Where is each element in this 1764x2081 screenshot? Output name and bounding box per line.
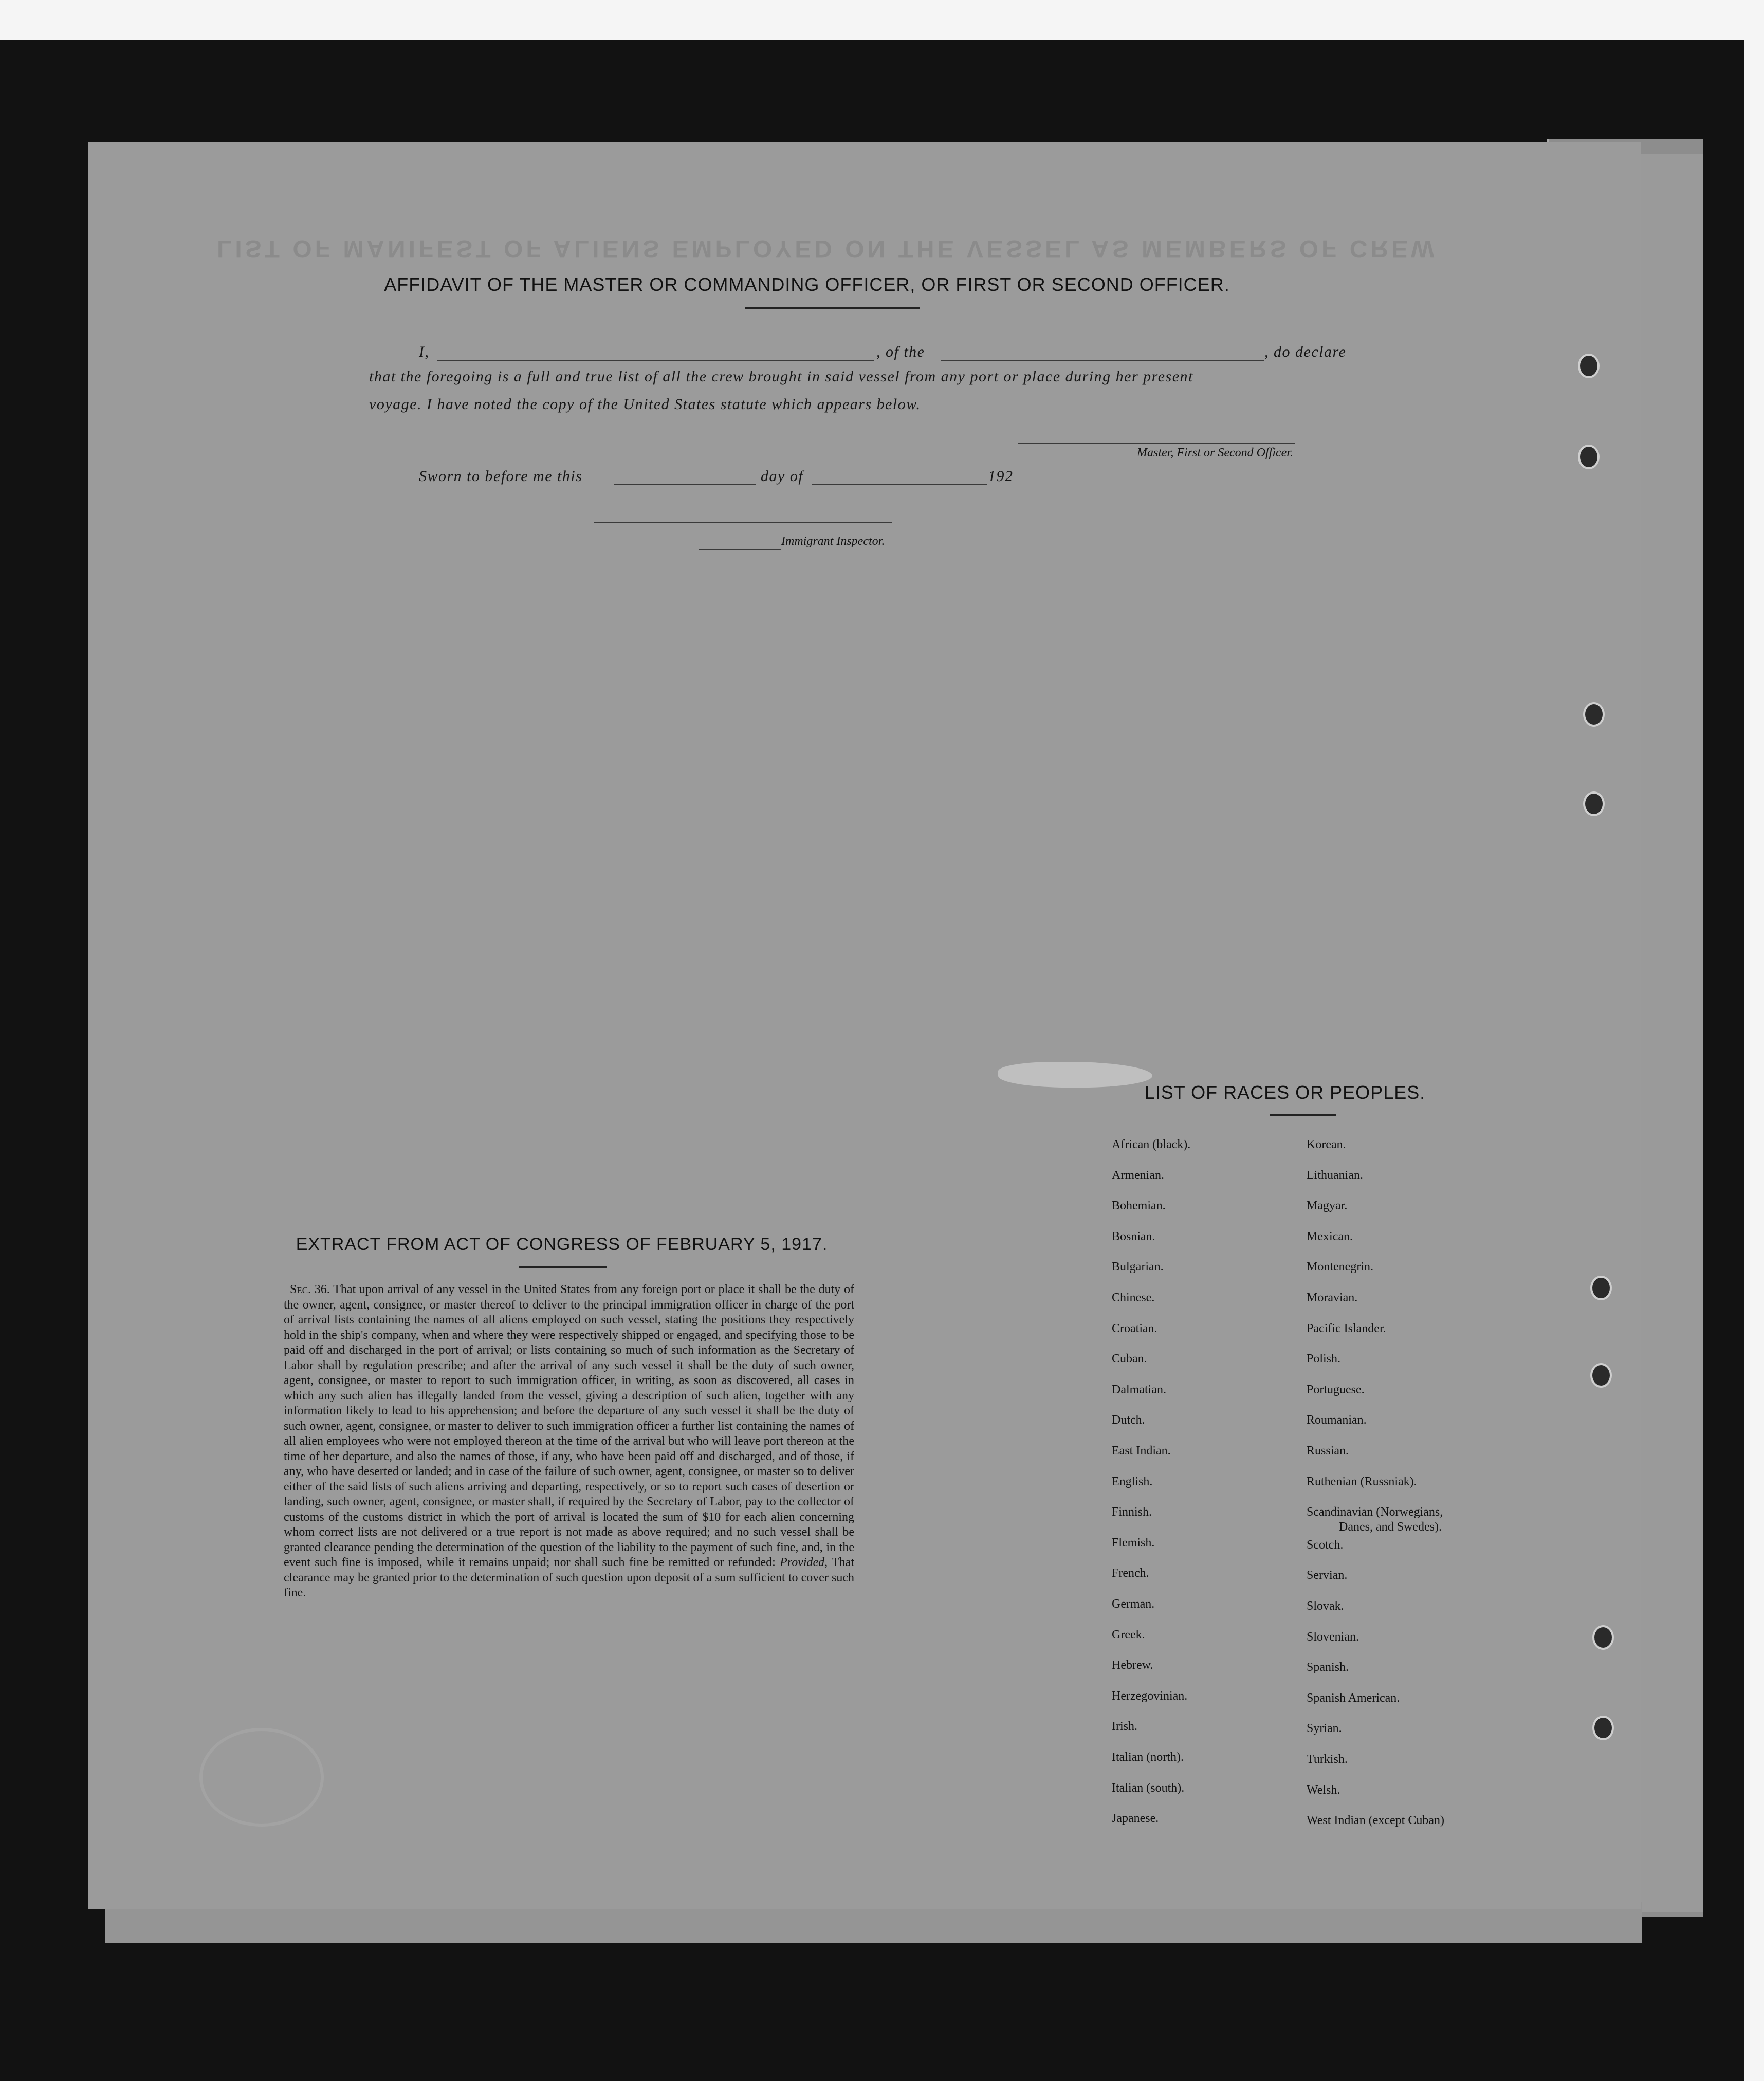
proviso-word: Provided, bbox=[780, 1556, 828, 1569]
master-signature-line bbox=[1018, 443, 1295, 444]
race-item: Herzegovinian. bbox=[1112, 1689, 1188, 1703]
statute-body: That upon arrival of any vessel in the United States from any foreign port or place it shall be the duty of the owner, agent, consignee, or master thereof to deliver to the principal immigration officer in charge of the port of arrival lists containing the names of all aliens employed on such vessel, stating the positions they respectively hold in the ship's company, when and where they were respectively shipped or engaged, and specifying those to be paid off and discharged in the port of arrival; or lists containing so much of such information as the Secretary of Labor shall by regulation prescribe; and after the arrival of any such vessel it shall be the duty of such owner, agent, consignee, or master to report to such immigration officer, in writing, as soon as discovered, all cases in which any such alien has illegally landed from the vessel, giving a description of such alien, together with any information likely to lead to his apprehension; and before the departure of any such vessel it shall be the duty of such owner, agent, consignee, or master to deliver to such immigration officer a further list containing the names of all alien employees who were not employed thereon at the time of the arrival but who will leave port thereon at the time of her departure, and also the names of those, if any, who have been paid off and discharged, and of those, if any, who have deserted or landed; and in case of the failure of such owner, agent, consignee, or master so to deliver either of the said lists of such aliens arriving and departing, respectively, or so to report such cases of desertion or landing, such owner, agent, consignee, or master shall, if required by the Secretary of Labor, pay to the collector of customs of the customs district in which the port of arrival is located the sum of $10 for each alien concerning whom correct lists are not delivered or a true report is not made as above required; and no such vessel shall be granted clearance pending the determination of the question of the liability to the payment of such fine, and, in the event such fine is imposed, while it remains unpaid; nor shall such fine be remitted or refunded: bbox=[284, 1283, 854, 1569]
race-item: Cuban. bbox=[1112, 1352, 1147, 1366]
race-item: Lithuanian. bbox=[1307, 1168, 1363, 1182]
race-item: Spanish American. bbox=[1307, 1691, 1400, 1705]
race-item: Japanese. bbox=[1112, 1812, 1159, 1826]
binder-hole bbox=[1583, 702, 1605, 727]
race-item: Hebrew. bbox=[1112, 1659, 1153, 1672]
races-title-rule bbox=[1270, 1114, 1336, 1116]
affidavit-line1-mid: , of the bbox=[876, 343, 925, 360]
binder-hole bbox=[1583, 791, 1605, 816]
sworn-year: 192 bbox=[988, 468, 1014, 485]
race-item: Syrian. bbox=[1307, 1722, 1342, 1736]
race-item: Roumanian. bbox=[1307, 1413, 1367, 1427]
inspector-signature-line bbox=[594, 522, 892, 523]
race-item: Turkish. bbox=[1307, 1753, 1348, 1766]
extract-title-rule bbox=[519, 1266, 607, 1268]
race-item: African (black). bbox=[1112, 1138, 1191, 1151]
inspector-prefix-blank bbox=[699, 549, 781, 550]
race-item: Bulgarian. bbox=[1112, 1260, 1164, 1274]
affidavit-title: AFFIDAVIT OF THE MASTER OR COMMANDING OFFICER, OR FIRST OR SECOND OFFICER. bbox=[384, 274, 1230, 295]
race-item: Servian. bbox=[1307, 1569, 1348, 1582]
binder-hole bbox=[1592, 1625, 1614, 1650]
race-item: Montenegrin. bbox=[1307, 1260, 1373, 1274]
race-item: Mexican. bbox=[1307, 1229, 1353, 1243]
race-item: Italian (south). bbox=[1112, 1781, 1185, 1795]
race-item: Ruthenian (Russniak). bbox=[1307, 1475, 1417, 1488]
month-blank bbox=[812, 484, 987, 485]
affidavit-line1-start: I, bbox=[419, 343, 430, 360]
race-item: Scotch. bbox=[1307, 1538, 1344, 1552]
race-item: Italian (north). bbox=[1112, 1751, 1184, 1764]
race-item: West Indian (except Cuban) bbox=[1307, 1814, 1444, 1828]
race-item: Croatian. bbox=[1112, 1321, 1157, 1335]
binder-hole bbox=[1578, 445, 1600, 469]
race-item: Scandinavian (Norwegians, bbox=[1307, 1505, 1443, 1519]
race-item: Bohemian. bbox=[1112, 1199, 1166, 1213]
race-item: Dalmatian. bbox=[1112, 1383, 1166, 1396]
faded-stamp-seal bbox=[199, 1728, 324, 1827]
inspector-label: Immigrant Inspector. bbox=[781, 535, 885, 548]
statute-text bbox=[284, 1282, 854, 1601]
affidavit-title-rule bbox=[745, 307, 920, 309]
race-item: Chinese. bbox=[1112, 1291, 1155, 1304]
scan-right-margin bbox=[1744, 0, 1764, 2081]
binder-hole bbox=[1590, 1363, 1612, 1388]
scan-top-margin bbox=[0, 0, 1764, 40]
race-item: Portuguese. bbox=[1307, 1383, 1365, 1396]
race-item: Flemish. bbox=[1112, 1536, 1155, 1550]
race-item: Greek. bbox=[1112, 1628, 1145, 1642]
race-item: Armenian. bbox=[1112, 1168, 1164, 1182]
bleed-through-text: LIST OF MANIFEST OF ALIENS EMPLOYED ON THE VESSEL AS MEMBERS OF CREW bbox=[217, 235, 1438, 262]
sworn-text: Sworn to before me this bbox=[419, 468, 583, 485]
race-item: Welsh. bbox=[1307, 1783, 1340, 1797]
binder-hole bbox=[1578, 354, 1600, 378]
race-item: Magyar. bbox=[1307, 1199, 1348, 1213]
race-item: Bosnian. bbox=[1112, 1229, 1155, 1243]
affidavit-line3: voyage. I have noted the copy of the United States statute which appears below. bbox=[369, 396, 921, 413]
race-item: Slovenian. bbox=[1307, 1630, 1359, 1644]
section-number: Sec. 36. bbox=[290, 1283, 330, 1296]
race-item: Korean. bbox=[1307, 1138, 1346, 1151]
race-item: Moravian. bbox=[1307, 1291, 1358, 1304]
race-item: Russian. bbox=[1307, 1444, 1349, 1458]
race-item: East Indian. bbox=[1112, 1444, 1171, 1458]
binder-hole bbox=[1592, 1716, 1614, 1740]
race-item: German. bbox=[1112, 1597, 1155, 1611]
race-item: Slovak. bbox=[1307, 1599, 1344, 1613]
name-blank bbox=[437, 360, 874, 361]
race-item: English. bbox=[1112, 1475, 1153, 1488]
affidavit-line1-end: , do declare bbox=[1264, 343, 1347, 360]
day-blank bbox=[614, 484, 756, 485]
race-item: Spanish. bbox=[1307, 1661, 1349, 1674]
vessel-blank bbox=[941, 360, 1264, 361]
binder-hole bbox=[1590, 1276, 1612, 1300]
proviso-text: That clearance may be granted prior to the determination of such question upon deposit of a sum sufficient to cover such fine. bbox=[284, 1556, 854, 1599]
race-item: Irish. bbox=[1112, 1720, 1137, 1734]
race-item-scandinavian-continued: Danes, and Swedes). bbox=[1339, 1520, 1442, 1534]
race-item: Pacific Islander. bbox=[1307, 1321, 1386, 1335]
sworn-day-of: day of bbox=[761, 468, 804, 485]
master-label: Master, First or Second Officer. bbox=[1137, 446, 1293, 459]
race-item: Dutch. bbox=[1112, 1413, 1145, 1427]
races-title: LIST OF RACES OR PEOPLES. bbox=[1144, 1082, 1426, 1103]
extract-title: EXTRACT FROM ACT OF CONGRESS OF FEBRUARY 5, 1917. bbox=[296, 1235, 828, 1254]
race-item: French. bbox=[1112, 1567, 1149, 1580]
race-item: Polish. bbox=[1307, 1352, 1341, 1366]
affidavit-line2: that the foregoing is a full and true list of all the crew brought in said vessel from any port or place during her present bbox=[369, 368, 1193, 385]
race-item: Finnish. bbox=[1112, 1505, 1152, 1519]
